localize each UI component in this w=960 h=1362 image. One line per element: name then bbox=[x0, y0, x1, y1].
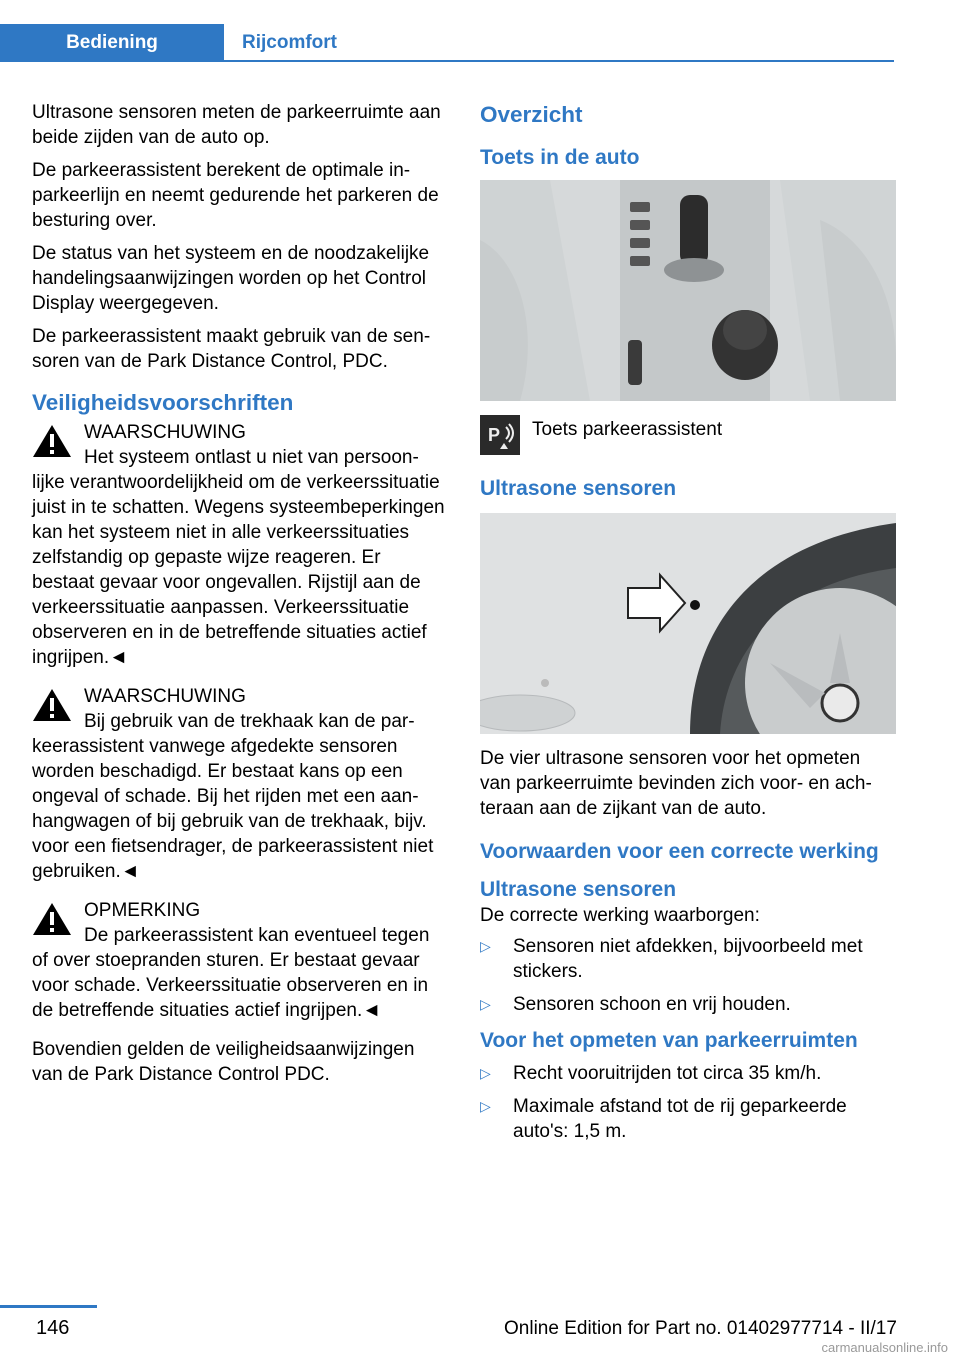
warning-triangle-icon bbox=[32, 688, 72, 722]
page-number: 146 bbox=[36, 1317, 70, 1339]
intro-paragraph: De parkeerassistent berekent de optimale inparkeerlijn en neemt gedurende het parkeren de besturing over. bbox=[32, 160, 439, 231]
button-caption: Toets parkeerassistent bbox=[532, 419, 723, 440]
list-item: ▷ Recht vooruitrijden tot circa 35 km/h. bbox=[480, 1063, 822, 1084]
conditions-intro: De correcte werking waarborgen: bbox=[480, 905, 760, 926]
left-column bbox=[32, 100, 448, 1095]
warning-block bbox=[32, 684, 448, 884]
notice-text-first: De parkeerassistent kan eventueel tegen bbox=[84, 925, 430, 946]
notice-block bbox=[32, 898, 448, 1023]
conditions-subheading: Ultrasone sensoren bbox=[480, 878, 677, 901]
warning-block bbox=[32, 420, 448, 670]
sensors-text: De vier ultrasone sensoren voor het opmeten van parkeerruimte bevinden zich voor- en achteraan aan de zijkant van de auto. bbox=[480, 748, 872, 819]
triangle-right-icon: ▷ bbox=[480, 938, 491, 954]
measure-list bbox=[480, 1061, 896, 1144]
conditions-list bbox=[480, 934, 896, 1017]
warning-title: WAARSCHUWING bbox=[84, 422, 246, 443]
triangle-right-icon: ▷ bbox=[480, 996, 491, 1012]
tab-bediening[interactable]: Bediening bbox=[0, 24, 224, 62]
right-column bbox=[480, 100, 896, 1154]
edition-text: Online Edition for Part no. 01402977714 - II/17 bbox=[504, 1318, 897, 1339]
tab-rijcomfort[interactable]: Rijcomfort bbox=[242, 32, 337, 53]
warning-text-first: Het systeem ontlast u niet van persoon- bbox=[84, 447, 419, 468]
warning-text: keerassistent vanwege afgedekte sensoren worden beschadigd. Er bestaat kans op een ongeval of schade. Bij het rijden met een aanhangwagen of bij gebruik van de trekhaak, bijv. voor een fietsendrager, de parkeerassistent niet gebruiken.◄ bbox=[32, 736, 434, 882]
overview-heading: Overzicht bbox=[480, 102, 583, 127]
button-caption-row bbox=[480, 415, 896, 455]
watermark: carmanualsonline.info bbox=[821, 1340, 948, 1355]
list-item: ▷ Sensoren schoon en vrij houden. bbox=[480, 994, 791, 1015]
warning-title: WAARSCHUWING bbox=[84, 686, 246, 707]
triangle-right-icon: ▷ bbox=[480, 1098, 491, 1114]
warning-triangle-icon bbox=[32, 902, 72, 936]
intro-paragraph: De status van het systeem en de noodzakelijke handelingsaanwijzingen worden op het Control Display weergegeven. bbox=[32, 243, 430, 314]
safety-heading: Veiligheidsvoorschriften bbox=[32, 390, 294, 415]
warning-triangle-icon bbox=[32, 424, 72, 458]
measure-heading: Voor het opmeten van parkeerruimten bbox=[480, 1029, 858, 1052]
warning-text-first: Bij gebruik van de trekhaak kan de par- bbox=[84, 711, 415, 732]
sensor-photo bbox=[480, 513, 896, 734]
warning-text: lijke verantwoordelijkheid om de verkeerssituatie juist in te schatten. Wegens systeembeperkingen kan het systeem niet in alle verkeerssituaties zelfstandig op gepaste wijze reageren. Er bestaat gevaar voor ongevallen. Rijstijl aan de verkeerssituatie aanpassen. Verkeerssituatie observeren en in de betreffende situaties actief ingrijpen.◄ bbox=[32, 472, 445, 668]
intro-paragraph: De parkeerassistent maakt gebruik van de sensoren van de Park Distance Control, PDC. bbox=[32, 326, 431, 372]
conditions-heading: Voorwaarden voor een correcte werking bbox=[480, 840, 879, 863]
console-photo bbox=[480, 180, 896, 401]
button-heading: Toets in de auto bbox=[480, 146, 640, 169]
closing-paragraph: Bovendien gelden de veiligheidsaanwijzingen van de Park Distance Control PDC. bbox=[32, 1039, 415, 1085]
notice-text: of over stoepranden sturen. Er bestaat gevaar voor schade. Verkeerssituatie observeren en in de betreffende situaties actief ingrijpen.◄ bbox=[32, 950, 429, 1021]
notice-title: OPMERKING bbox=[84, 900, 201, 921]
triangle-right-icon: ▷ bbox=[480, 1065, 491, 1081]
list-item: ▷ Maximale afstand tot de rij geparkeerde auto's: 1,5 m. bbox=[480, 1096, 847, 1142]
sensors-heading: Ultrasone sensoren bbox=[480, 477, 677, 500]
page-number-bar bbox=[0, 1305, 97, 1308]
park-assist-button-icon bbox=[480, 415, 520, 455]
header-rule bbox=[224, 60, 894, 62]
intro-paragraph: Ultrasone sensoren meten de parkeerruimte aan beide zijden van de auto op. bbox=[32, 102, 441, 148]
list-item: ▷ Sensoren niet afdekken, bijvoorbeeld met stickers. bbox=[480, 936, 863, 982]
svg-text:P: P bbox=[488, 425, 501, 445]
header-tabs bbox=[0, 24, 337, 62]
